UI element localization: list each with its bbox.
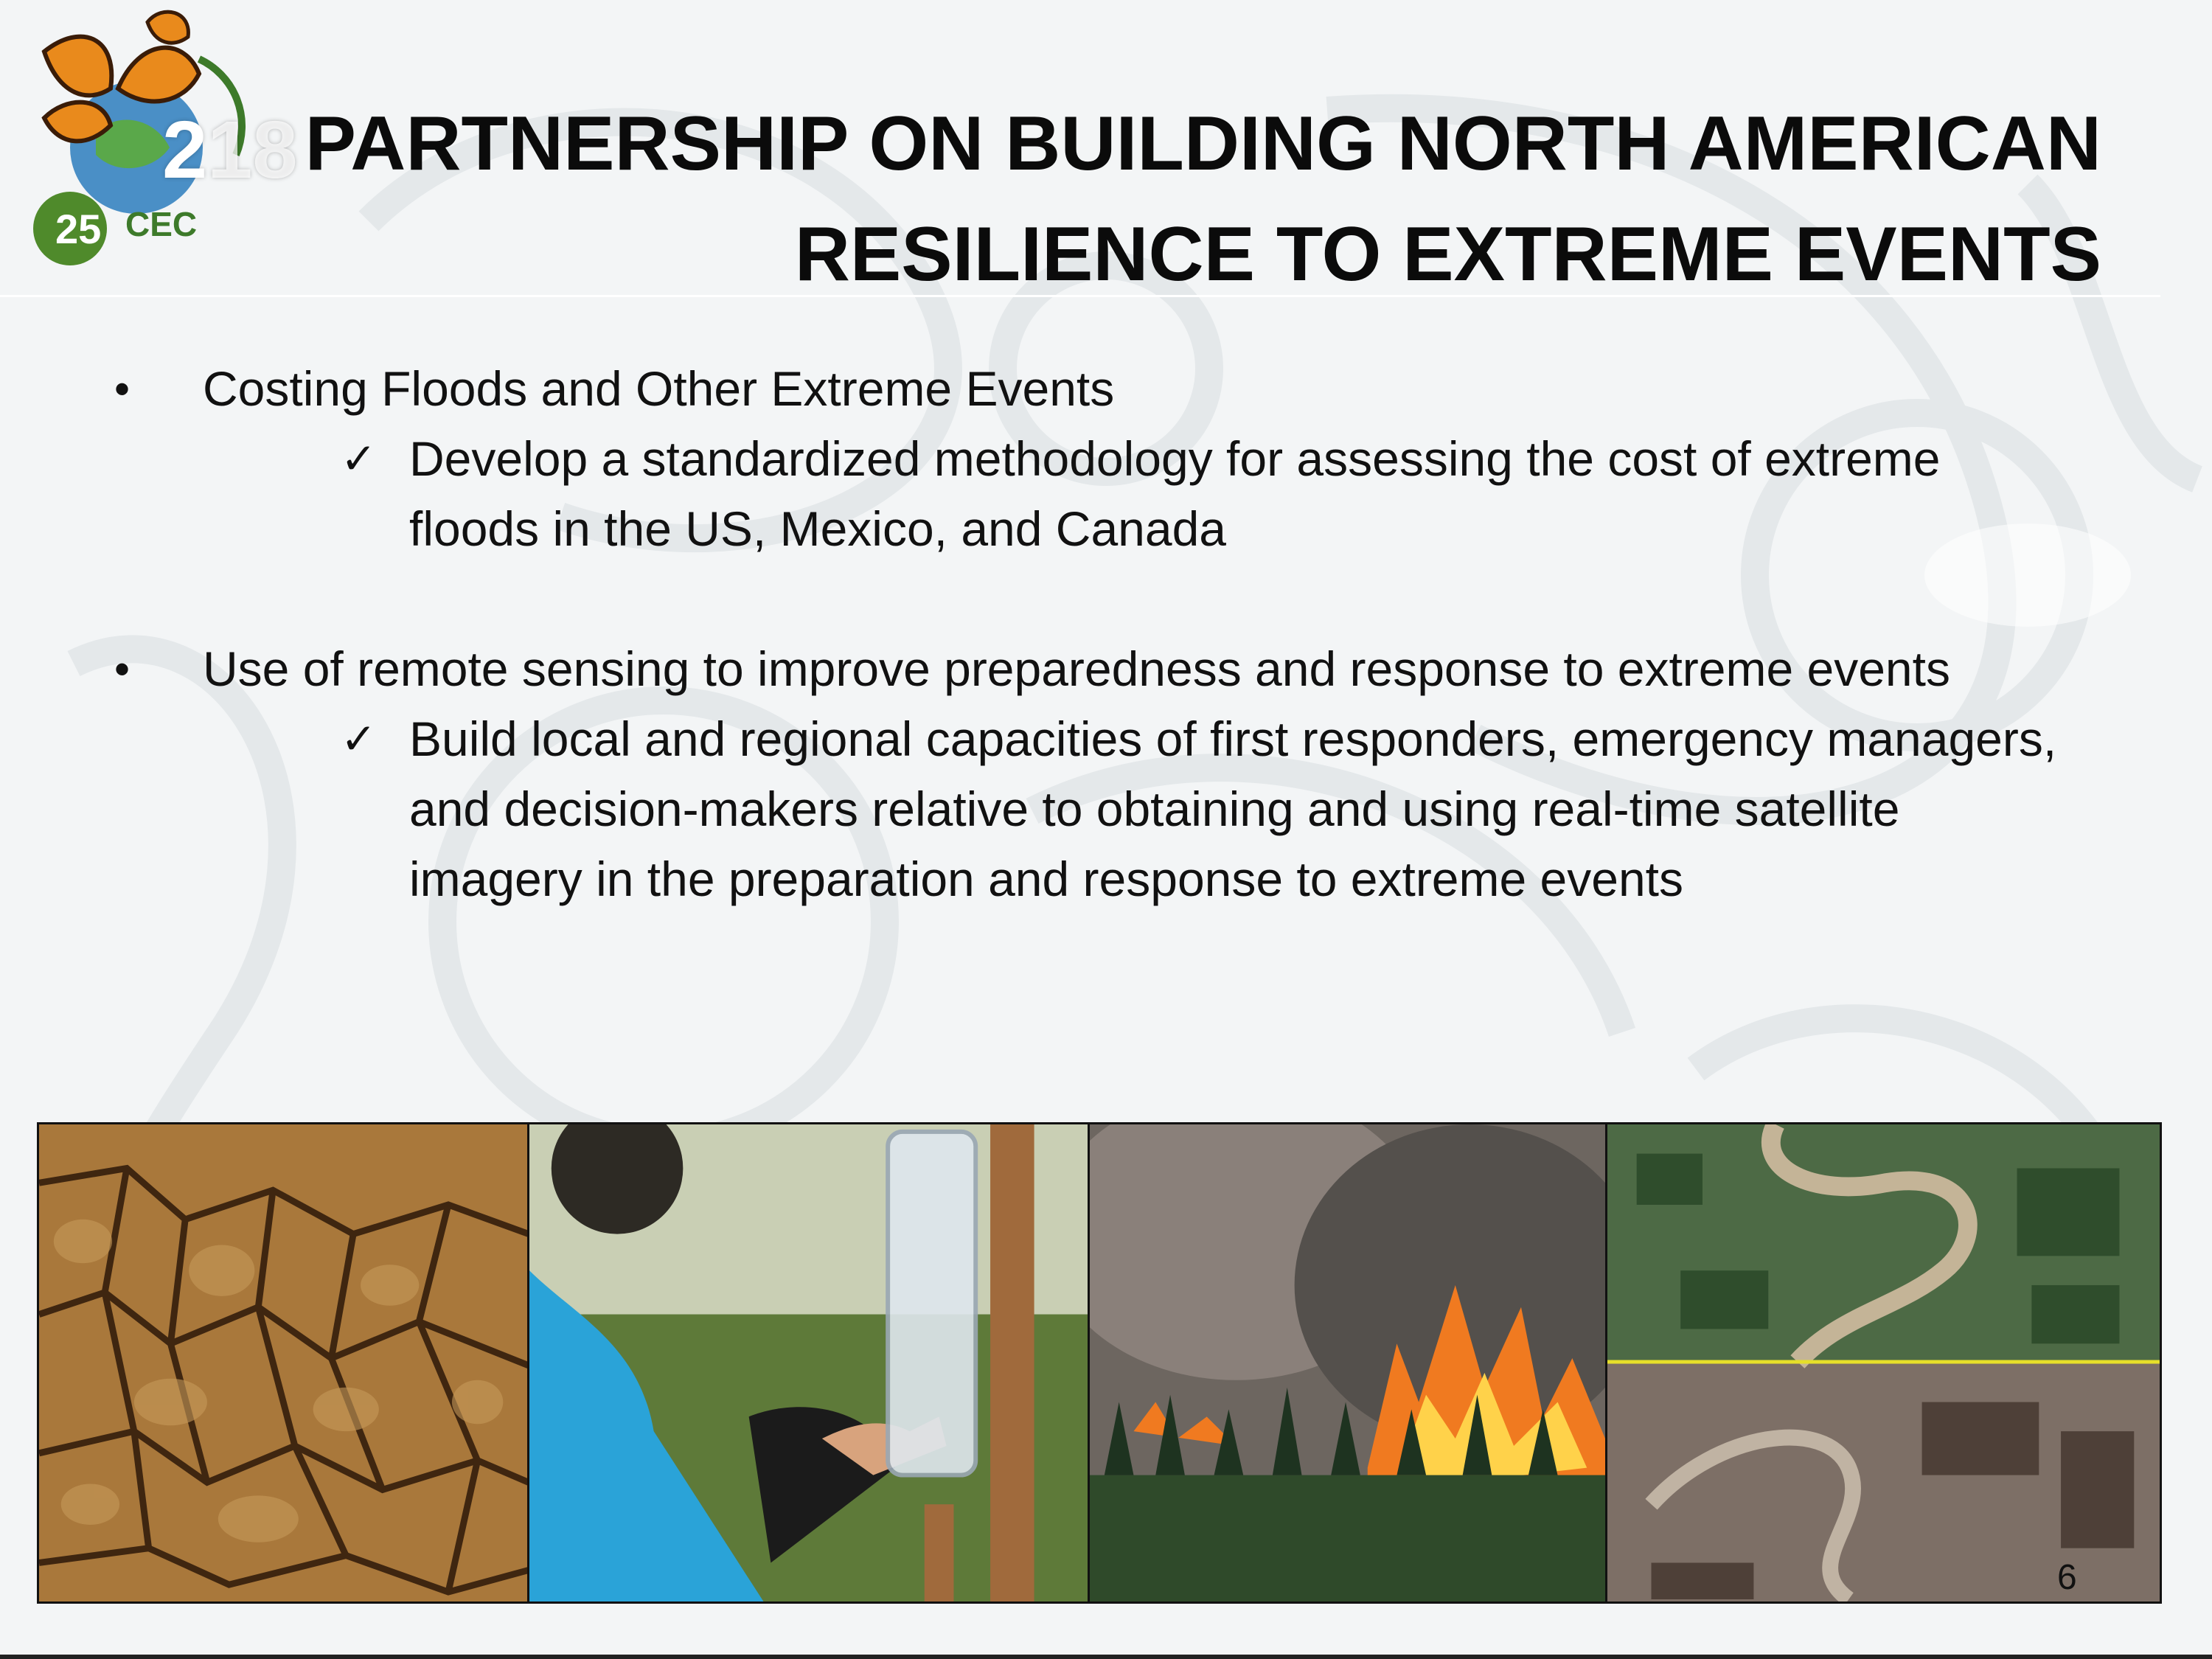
- page-title: [258, 88, 2101, 310]
- cracked-dry-soil-photo: [37, 1122, 531, 1604]
- sub-bullet-item: [0, 424, 2083, 564]
- forest-wildfire-photo: [1088, 1122, 1607, 1604]
- bullet-dot: •: [114, 644, 131, 694]
- checkmark-icon: ✓: [341, 434, 377, 484]
- svg-text:CEC: CEC: [125, 205, 198, 243]
- title-line-1: PARTNERSHIP ON BUILDING NORTH AMERICAN: [305, 101, 2101, 187]
- photo-strip: [37, 1122, 2164, 1605]
- bullet-text: Costing Floods and Other Extreme Events: [203, 361, 1115, 416]
- rain-gauge-reading-photo: [527, 1122, 1091, 1604]
- sub-bullet-text: Build local and regional capacities of first responders, emergency managers, and decision-makers relative to obtaining and using real-time satellite imagery in the preparation and response to extreme events: [409, 712, 2057, 906]
- sub-bullet-text: Develop a standardized methodology for assessing the cost of extreme floods in the US, Mexico, and Canada: [409, 431, 1941, 556]
- logo-year: 218: [162, 105, 298, 195]
- bullet-item: [0, 634, 1972, 704]
- flood-satellite-imagery-photo: [1605, 1122, 2162, 1604]
- cec-logo: [15, 7, 298, 273]
- bullet-item: [0, 354, 1972, 424]
- bullet-text: Use of remote sensing to improve preparedness and response to extreme events: [203, 641, 1950, 696]
- checkmark-icon: ✓: [341, 714, 377, 764]
- title-line-2: RESILIENCE TO EXTREME EVENTS: [794, 212, 2101, 297]
- bullet-dot: •: [114, 364, 131, 414]
- svg-text:25: 25: [55, 206, 102, 252]
- bullet-list: [0, 354, 2212, 914]
- page-number: 6: [2057, 1558, 2077, 1597]
- sub-bullet-item: [0, 704, 2083, 914]
